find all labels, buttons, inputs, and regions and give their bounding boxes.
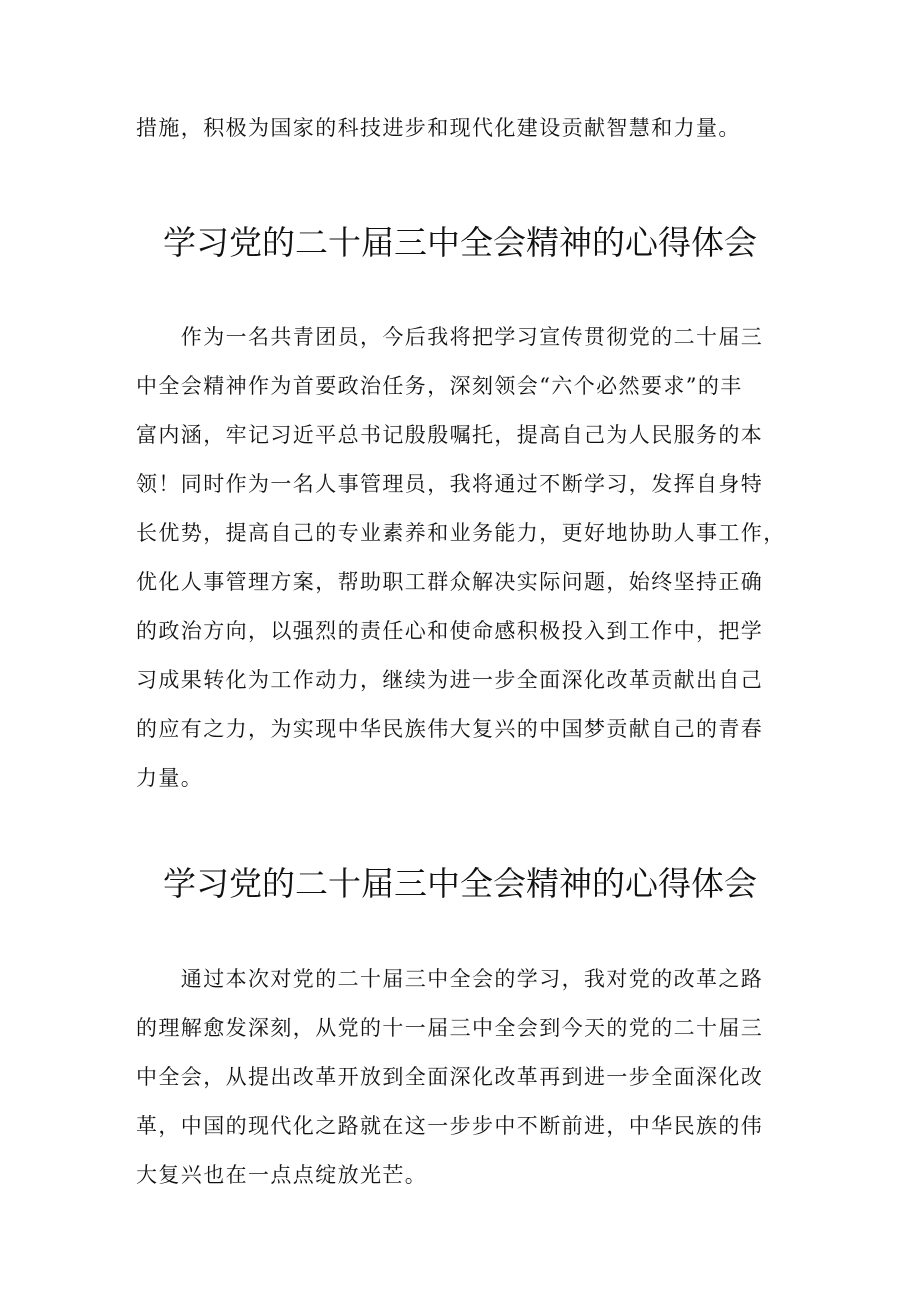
section-2-paragraph xyxy=(136,955,794,1200)
paragraph-line: 中全会精神作为首要政治任务，深刻领会“六个必然要求”的丰 xyxy=(136,374,743,398)
paragraph-line: 的应有之力，为实现中华民族伟大复兴的中国梦贡献自己的青春 xyxy=(136,717,764,741)
paragraph-line: 大复兴也在一点点绽放光芒。 xyxy=(136,1163,428,1187)
lead-paragraph xyxy=(136,104,794,153)
paragraph-line: 习成果转化为工作动力，继续为进一步全面深化改革贡献出自己 xyxy=(136,668,764,692)
paragraph-line: 措施，积极为国家的科技进步和现代化建设贡献智慧和力量。 xyxy=(136,116,741,140)
paragraph-line: 长优势，提高自己的专业素养和业务能力，更好地协助人事工作， xyxy=(136,521,786,545)
paragraph-line: 通过本次对党的二十届三中全会的学习，我对党的改革之路 xyxy=(136,967,764,991)
paragraph-line: 的政治方向，以强烈的责任心和使命感积极投入到工作中，把学 xyxy=(136,619,764,643)
paragraph-line: 中全会，从提出改革开放到全面深化改革再到进一步全面深化改 xyxy=(136,1065,764,1089)
section-title-2: 学习党的二十届三中全会精神的心得体会 xyxy=(163,864,757,903)
paragraph-line: 的理解愈发深刻，从党的十一届三中全会到今天的党的二十届三 xyxy=(136,1016,764,1040)
paragraph-line: 富内涵，牢记习近平总书记殷殷嘱托，提高自己为人民服务的本 xyxy=(136,423,764,447)
paragraph-line: 领！同时作为一名人事管理员，我将通过不断学习，发挥自身特 xyxy=(136,472,764,496)
paragraph-line: 革，中国的现代化之路就在这一步步中不断前进，中华民族的伟 xyxy=(136,1114,764,1138)
paragraph-line: 作为一名共青团员，今后我将把学习宣传贯彻党的二十届三 xyxy=(136,325,764,349)
section-1-paragraph xyxy=(136,313,794,803)
section-title-1: 学习党的二十届三中全会精神的心得体会 xyxy=(163,223,757,262)
paragraph-line: 力量。 xyxy=(136,766,204,790)
paragraph-line: 优化人事管理方案，帮助职工群众解决实际问题，始终坚持正确 xyxy=(136,570,764,594)
